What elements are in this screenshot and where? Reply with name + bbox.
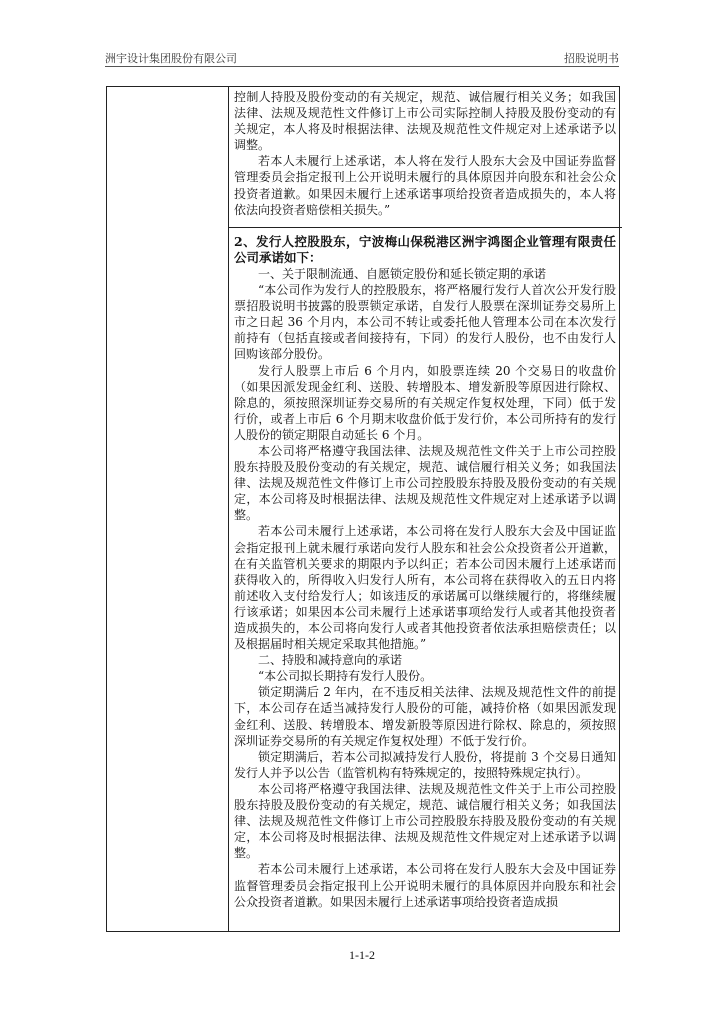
page-header <box>105 48 619 66</box>
header-rule <box>105 66 619 67</box>
s2-paragraph: 发行人股票上市后 6 个月内，如股票连续 20 个交易日的收盘价（如果因派发现金红利、送股、转增股本、增发新股等原因进行除权、除息的，须按照深圳证券交易所的有关规定作复权处理，下同）低于发行价，或者上市后 6 个月期末收盘价低于发行价，本公司所持有的发行人股份的锁定期限自动延长 6 个月。 <box>234 363 616 442</box>
table-right-column <box>234 89 616 910</box>
s2-paragraph: 锁定期满后 2 年内，在不违反相关法律、法规及规范性文件的前提下，本公司存在适当减持发行人股份的可能，减持价格（如果因派发现金红利、送股、转增股本、增发新股等原因进行除权、除息的，须按照深圳证券交易所的有关规定作复权处理）不低于发行价。 <box>234 685 616 748</box>
row-divider <box>228 227 622 228</box>
s2-paragraph: “本公司拟长期持有发行人股份。 <box>258 669 433 684</box>
s2-paragraph: 本公司将严格遵守我国法律、法规及规范性文件关于上市公司控股股东持股及股份变动的有关规定，规范、诚信履行相关义务；如我国法律、法规及规范性文件修订上市公司控股股东持股及股份变动的有关规定，本公司将及时根据法律、法规及规范性文件规定对上述承诺予以调整。 <box>234 443 616 523</box>
company-name: 洲宇设计集团股份有限公司 <box>105 52 237 65</box>
s2-paragraph: “本公司作为发行人的控股股东，将严格履行发行人首次公开发行股票招股说明书披露的股票锁定承诺，自发行人股票在深圳证券交易所上市之日起 36 个月内，本公司不转让或委托他人管理本公司在本次发行前持有（包括直接或者间接持有，下同）的发行人股份，也不由发行人回购该部分股份。 <box>234 283 616 362</box>
s1-paragraph: 控制人持股及股份变动的有关规定，规范、诚信履行相关义务；如我国法律、法规及规范性文件修订上市公司实际控制人持股及股份变动的有关规定，本人将及时根据法律、法规及规范性文件规定对上述承诺予以调整。 <box>234 90 616 153</box>
s2-paragraph: 本公司将严格遵守我国法律、法规及规范性文件关于上市公司控股股东持股及股份变动的有关规定，规范、诚信履行相关义务；如我国法律、法规及规范性文件修订上市公司控股股东持股及股份变动的有关规定，本公司将及时根据法律、法规及规范性文件规定对上述承诺予以调整。 <box>234 781 616 861</box>
s2-paragraph: 一、关于限制流通、自愿锁定股份和延长锁定期的承诺 <box>258 266 547 281</box>
page-number: 1-1-2 <box>349 948 375 962</box>
s2-paragraph: 若本公司未履行上述承诺，本公司将在发行人股东大会及中国证监会指定报刊上就未履行承诺向发行人股东和社会公众投资者公开道歉，在有关监管机关要求的期限内予以纠正；若本公司因未履行上述承诺而获得收入的，所得收入归发行人所有，本公司将在获得收入的五日内将前述收入支付给发行人；如该违反的承诺属可以继续履行的，将继续履行该承诺；如果因本公司未履行上述承诺事项给发行人或者其他投资者造成损失的，本公司将向发行人或者其他投资者依法承担赔偿责任；以及根据届时相关规定采取其他措施。” <box>234 524 616 652</box>
s2-paragraph: 锁定期满后，若本公司拟减持发行人股份，将提前 3 个交易日通知发行人并予以公告（监管机构有特殊规定的，按照特殊规定执行）。 <box>234 749 616 780</box>
section-heading: 2、发行人控股股东，宁波梅山保税港区洲宇鸿图企业管理有限责任公司承诺如下： <box>234 233 616 265</box>
table-left-column <box>107 87 229 931</box>
s1-paragraph: 若本人未履行上述承诺，本人将在发行人股东大会及中国证券监督管理委员会指定报刊上公开说明未履行的具体原因并向股东和社会公众投资者道歉。如果因未履行上述承诺事项给投资者造成损失的，本人将依法向投资者赔偿相关损失。” <box>234 154 616 217</box>
document-type: 招股说明书 <box>564 52 619 65</box>
s2-paragraph: 二、持股和减持意向的承诺 <box>258 653 403 668</box>
commitment-table <box>106 86 620 932</box>
s2-paragraph: 若本公司未履行上述承诺，本公司将在发行人股东大会及中国证券监督管理委员会指定报刊上公开说明未履行的具体原因并向股东和社会公众投资者道歉。如果因未履行上述承诺事项给投资者造成损 <box>234 862 616 909</box>
